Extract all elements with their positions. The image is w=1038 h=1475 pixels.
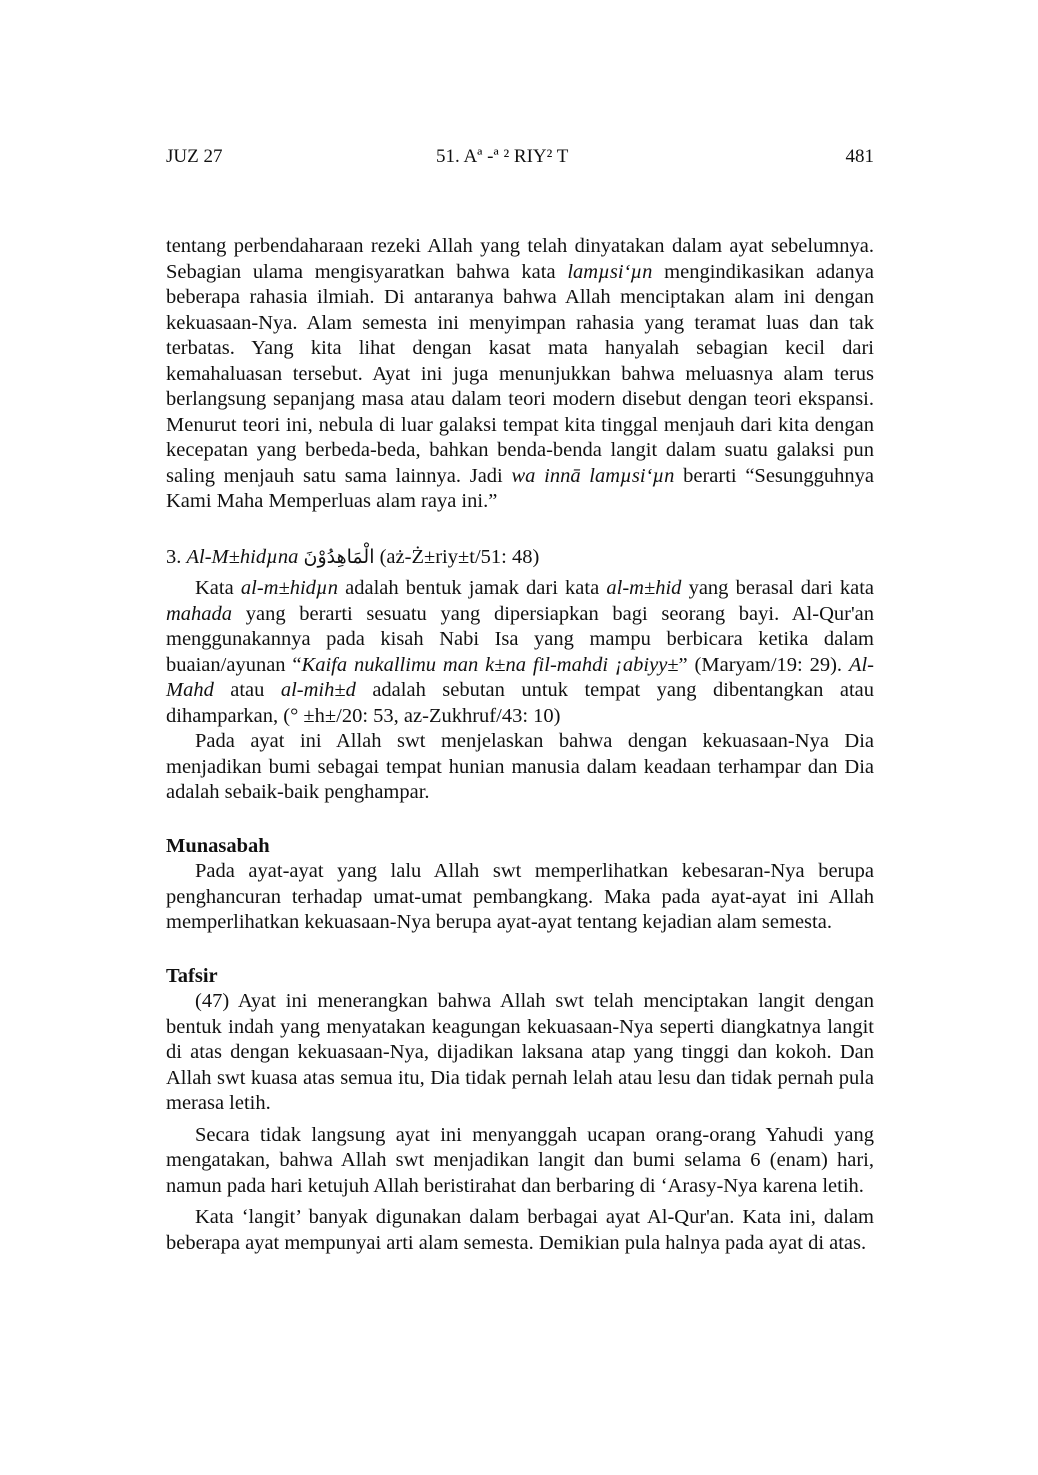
italic-term: Kaifa nukallimu man k±na fil-mahdi ¡abiyy± [301, 653, 679, 676]
text-run: atau [213, 679, 281, 701]
italic-term: al-m±hid [606, 577, 682, 599]
arabic-term: الْمَاهِدُوْنَ [303, 545, 375, 568]
page-header [166, 146, 874, 174]
italic-term: al-mih±d [280, 679, 356, 701]
text-run: yang berasal dari kata [681, 577, 874, 599]
verse-reference: (aż-Ż±riy±t/51: 48) [374, 545, 540, 568]
tafsir-paragraph-1: (47) Ayat ini menerangkan bahwa Allah swt telah menciptakan langit dengan bentuk indah yang menyatakan keagungan kekuasaan-Nya seperti diangkatnya langit di atas dengan kekuasaan-Nya, dijadikan laksana atap yang tinggi dan kokoh. Dan Allah swt kuasa atas semua itu, Dia tidak pernah lelah atau lesu dan tidak pernah pula merasa letih. [166, 990, 874, 1114]
italic-term: mahada [166, 602, 233, 625]
juz-label: JUZ 27 [166, 146, 223, 167]
item-number: 3. [166, 545, 187, 568]
text-run: ” (Maryam/19: 29). [678, 653, 849, 676]
text-run: adalah sebutan untuk tempat yang dibentangkan atau dihamparkan, (° ±h±/20: 53, az-Zukhruf/43: 10) [166, 679, 874, 727]
vocab-explanation [166, 576, 874, 729]
italic-term: al-m±hidµn [240, 577, 338, 599]
italic-term: Al-M±hidµna [186, 545, 299, 568]
italic-term: Al-Mahd [166, 653, 875, 701]
text-run: mengindikasikan adanya beberapa rahasia ilmiah. Di antaranya bahwa Allah menciptakan alam ini dengan kekuasaan-Nya. Alam semesta ini menyimpan rahasia yang teramat luas dan tak terbatas. Yang kita lihat dengan kasat mata hanyalah sebagian kecil dari kemahaluasan tersebut. Ayat ini juga menunjukkan bahwa meluasnya alam terus berlangsung sepanjang masa atau dalam teori modern disebut dengan teori ekspansi. Menurut teori ini, nebula di luar galaksi tempat kita tinggal menjauh dari kita dengan kecepatan yang berbeda-beda, bahkan benda-benda langit dalam suatu galaksi pun saling menjauh satu sama lainnya. Jadi [166, 260, 874, 487]
vocab-item-3 [166, 545, 874, 571]
paragraph-continued [166, 234, 874, 515]
italic-term: wa innā lamµsi‘µn [511, 464, 675, 487]
text-run: adalah bentuk jamak dari kata [337, 577, 607, 599]
tafsir-paragraph-2: Secara tidak langsung ayat ini menyanggah ucapan orang-orang Yahudi yang mengatakan, bahwa Allah swt menjadikan langit dan bumi selama 6 (enam) hari, namun pada hari ketujuh Allah beristirahat dan berbaring di ‘Arasy-Nya karena letih. [166, 1123, 874, 1197]
italic-term: lamµsi‘µn [567, 260, 653, 283]
text-run: yang berarti sesuatu yang dipersiapkan bagi seorang bayi. Al-Qur'an menggunakannya pada kisah Nabi Isa yang mampu berbicara ketika dalam buaian/ayunan “ [166, 602, 874, 676]
section-heading-tafsir: Tafsir [166, 964, 218, 987]
surah-title: 51. Aª -ª ² RIY² T [436, 146, 569, 167]
tafsir-paragraph-3: Kata ‘langit’ banyak digunakan dalam berbagai ayat Al-Qur'an. Kata ini, dalam beberapa ayat mempunyai arti alam semesta. Demikian pula halnya pada ayat di atas. [166, 1206, 874, 1254]
munasabah-text: Pada ayat-ayat yang lalu Allah swt memperlihatkan kebesaran-Nya berupa penghancuran terhadap umat-umat pembangkang. Maka pada ayat-ayat ini Allah memperlihatkan kekuasaan-Nya berupa ayat-ayat tentang kejadian alam semesta. [166, 860, 874, 933]
paragraph: Pada ayat ini Allah swt menjelaskan bahwa dengan kekuasaan-Nya Dia menjadikan bumi sebagai tempat hunian manusia dalam keadaan terhampar dan Dia adalah sebaik-baik penghampar. [166, 730, 874, 803]
text-run: berarti “Sesungguhnya Kami Maha Memperluas alam raya ini.” [166, 464, 875, 512]
section-heading-munasabah: Munasabah [166, 834, 270, 857]
page-number: 481 [845, 146, 874, 167]
text-run: Kata [195, 577, 241, 599]
text-run: tentang perbendaharaan rezeki Allah yang telah dinyatakan dalam ayat sebelumnya. Sebagian ulama mengisyaratkan bahwa kata [166, 235, 874, 283]
page-body [166, 234, 874, 1256]
